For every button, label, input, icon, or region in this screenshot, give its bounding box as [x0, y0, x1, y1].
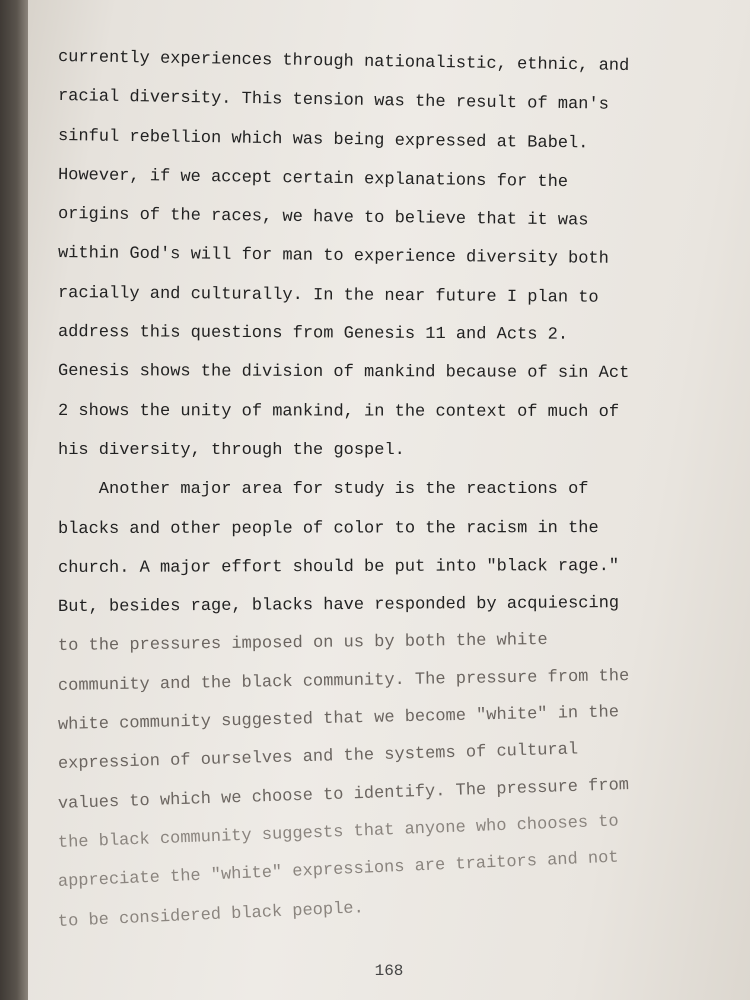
text-line: blacks and other people of color to the racism in the — [57, 518, 599, 539]
text-line: racial diversity. This tension was the result of man's — [57, 87, 609, 115]
text-line: appreciate the "white" expressions are traitors and not — [57, 848, 619, 893]
book-binding-edge — [0, 0, 28, 1000]
text-line: values to which we choose to identify. The pressure from — [57, 775, 630, 814]
text-line: Genesis shows the division of mankind because of sin Act — [57, 362, 630, 384]
text-line: the black community suggests that anyone who chooses to — [57, 812, 620, 853]
text-line: church. A major effort should be put into "black rage." — [57, 556, 620, 578]
text-line: racially and culturally. In the near future I plan to — [57, 283, 599, 308]
text-line: within God's will for man to experience diversity both — [57, 244, 609, 270]
page-number: 168 — [374, 962, 404, 980]
text-line: Another major area for study is the reactions of — [58, 480, 589, 500]
text-line: community and the black community. The pressure from the — [57, 666, 630, 696]
text-line: origins of the races, we have to believe that it was — [57, 205, 589, 231]
text-line: to be considered black people. — [57, 898, 365, 932]
text-line: However, if we accept certain explanations for the — [57, 165, 569, 193]
text-line: sinful rebellion which was being expressed at Babel. — [57, 126, 589, 153]
text-line: 2 shows the unity of mankind, in the context of much of — [57, 401, 620, 422]
text-line: his diversity, through the gospel. — [58, 440, 405, 460]
body-text — [58, 38, 718, 942]
text-line: currently experiences through nationalistic, ethnic, and — [57, 48, 630, 76]
book-page — [28, 0, 750, 1000]
text-line: white community suggested that we become "white" in the — [57, 703, 620, 736]
text-line: to the pressures imposed on us by both the white — [57, 631, 548, 657]
text-line: expression of ourselves and the systems of cultural — [57, 740, 579, 775]
text-line: But, besides rage, blacks have responded by acquiescing — [57, 594, 620, 618]
text-line: address this questions from Genesis 11 and Acts 2. — [57, 323, 569, 345]
